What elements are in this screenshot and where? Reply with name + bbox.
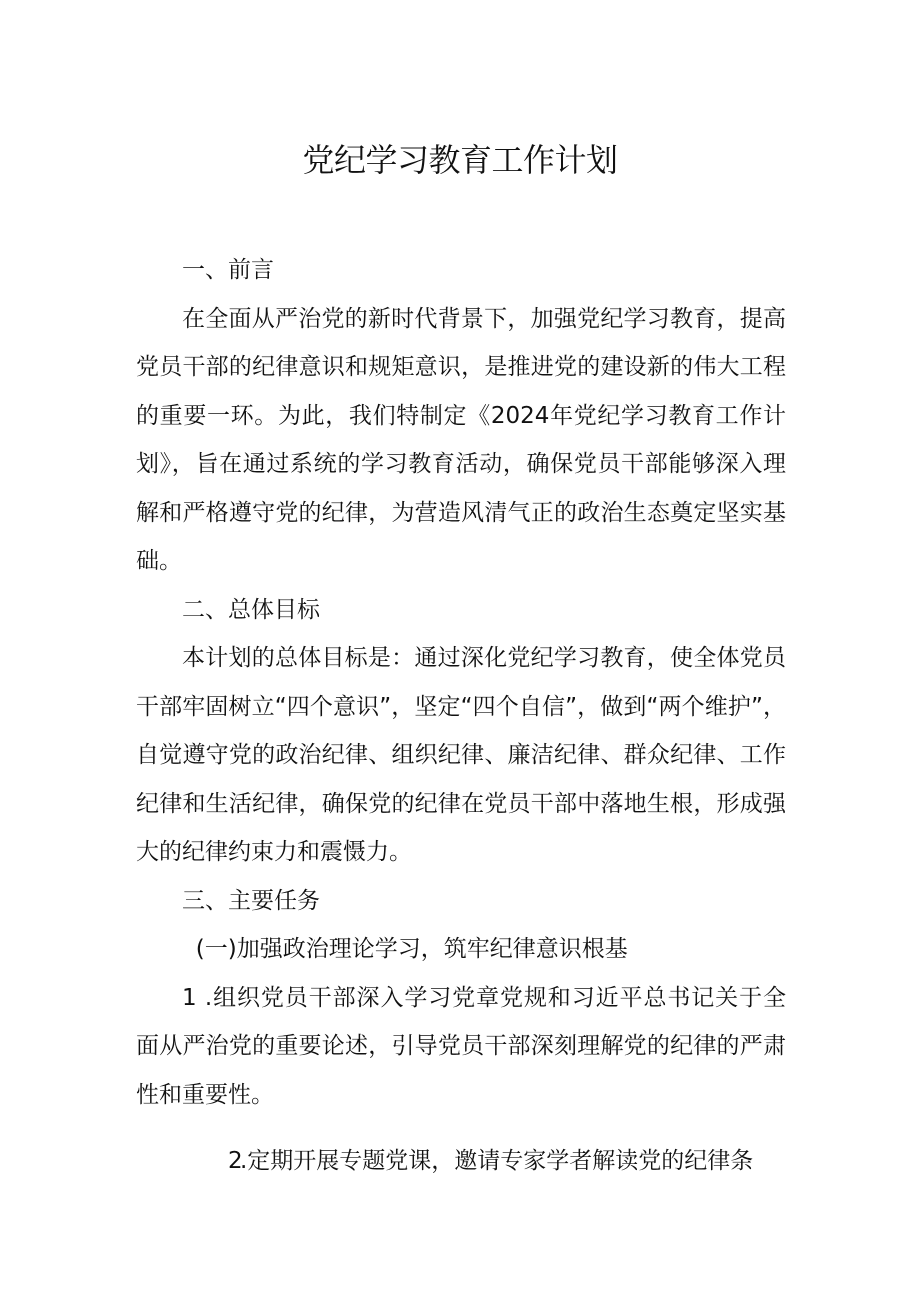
section-heading-goal: 二、总体目标 (182, 596, 320, 623)
section-heading-tasks: 三、主要任务 (182, 887, 320, 914)
document-title: 党纪学习教育工作计划 (302, 141, 618, 179)
subsection-heading-1: (一)加强政治理论学习，筑牢纪律意识根基 (195, 936, 628, 962)
list-item-1: 1 .组织党员干部深入学习党章党规和习近平总书记关于全面从严治党的重要论述，引导党员干部深刻理解党的纪律的严肃性和重要性。 (136, 984, 786, 1108)
paragraph-preface: 在全面从严治党的新时代背景下，加强党纪学习教育，提高党员干部的纪律意识和规矩意识，是推进党的建设新的伟大工程的重要一环。为此，我们特制定《2024年党纪学习教育工作计划》，旨在通过系统的学习教育活动，确保党员干部能够深入理解和严格遵守党的纪律，为营造风清气正的政治生态奠定坚实基础。 (136, 305, 786, 574)
paragraph-goal: 本计划的总体目标是：通过深化党纪学习教育，使全体党员干部牢固树立“四个意识”，坚定“四个自信”，做到“两个维护”，自觉遵守党的政治纪律、组织纪律、廉洁纪律、群众纪律、工作纪律和生活纪律，确保党的纪律在党员干部中落地生根，形成强大的纪律约束力和震慑力。 (136, 645, 786, 865)
list-item-2 (136, 1137, 786, 1186)
section-heading-preface: 一、前言 (182, 257, 274, 283)
document-body (136, 246, 786, 1186)
list-item-2-text: .定期开展专题党课，邀请专家学者解读党的纪律条 (240, 1148, 754, 1174)
list-item-2-number: 2 (228, 1148, 243, 1174)
